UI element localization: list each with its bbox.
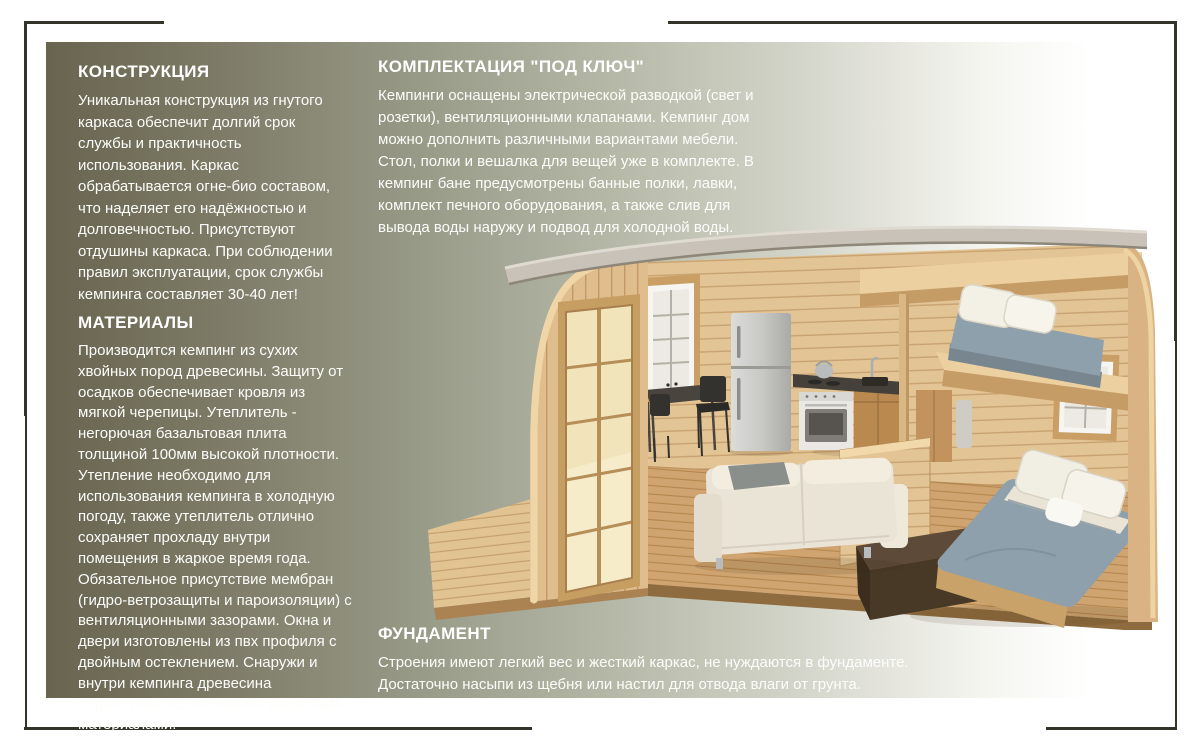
right-end-wall xyxy=(1124,244,1158,622)
frame-top-left-segment xyxy=(24,21,164,24)
section-foundation-title: ФУНДАМЕНТ xyxy=(378,624,491,643)
stove xyxy=(799,392,853,450)
section-materials-title: МАТЕРИАЛЫ xyxy=(78,313,194,332)
section-construction-title: КОНСТРУКЦИЯ xyxy=(78,62,210,81)
section-materials-body: Производится кемпинг из сухих хвойных пород древесины. Защиту от осадков обеспечивает кровля из мягкой черепицы. Утеплитель - негорючая базальтовая плита толщиной 100мм высокой плотности. Утепление необходимо для использования кемпинга в холодную погоду, также утеплитель отлично сохраняет прохладу внутри помещения в жаркое время года. Обязательное присутствие мембран (гидро-ветрозащиты и пароизоляции) с вентиляционными зазорами. Окна и двери изготовлены из пвх профиля с двойным остеклением. Снаружи и внутри кемпинга древесина обработана экологичными защитными материалами. xyxy=(78,342,352,734)
back-window xyxy=(642,274,700,404)
frame-left-top-segment xyxy=(24,21,27,416)
section-equipment-title: КОМПЛЕКТАЦИЯ "ПОД КЛЮЧ" xyxy=(378,57,645,76)
frame-right-bottom-segment xyxy=(1175,341,1177,730)
frame-bottom-right-segment xyxy=(1046,727,1177,730)
end-wall-with-door xyxy=(530,258,648,602)
section-materials xyxy=(78,313,354,736)
kettle xyxy=(815,362,833,379)
fridge xyxy=(729,313,793,456)
section-construction-body: Уникальная конструкция из гнутого каркаса обеспечит долгий срок службы и практичность использования. Каркас обрабатывается огне-био составом, что наделяет его надёжностью и долговечностью. Присутствуют отдушины каркаса. При соблюдении правил эксплуатации, срок службы кемпинга составляет 30-40 лет! xyxy=(78,92,333,303)
section-foundation-body: Строения имеют легкий вес и жесткий каркас, не нуждаются в фундаменте. Достаточно насыпи из щебня или настил для отвода влаги от грунта. xyxy=(378,654,909,693)
section-construction xyxy=(78,62,350,305)
section-equipment-body: Кемпинги оснащены электрической разводкой (свет и розетки), вентиляционными клапанами. Кемпинг дом можно дополнить различными вариантами мебели. Стол, полки и вешалка для вещей уже в комплекте. В кемпинг бане предусмотрены банные полки, лавки, комплект печного оборудования, а также слив для вывода воды наружу и подвод для холодной воды. xyxy=(378,87,754,236)
frame-right-top-segment xyxy=(1174,21,1177,341)
frame-left-bottom-segment xyxy=(25,416,27,730)
section-foundation xyxy=(378,624,923,695)
house-cutaway-illustration xyxy=(415,205,1160,630)
glazed-door xyxy=(558,294,640,602)
frame-top-right-segment xyxy=(668,21,1177,24)
